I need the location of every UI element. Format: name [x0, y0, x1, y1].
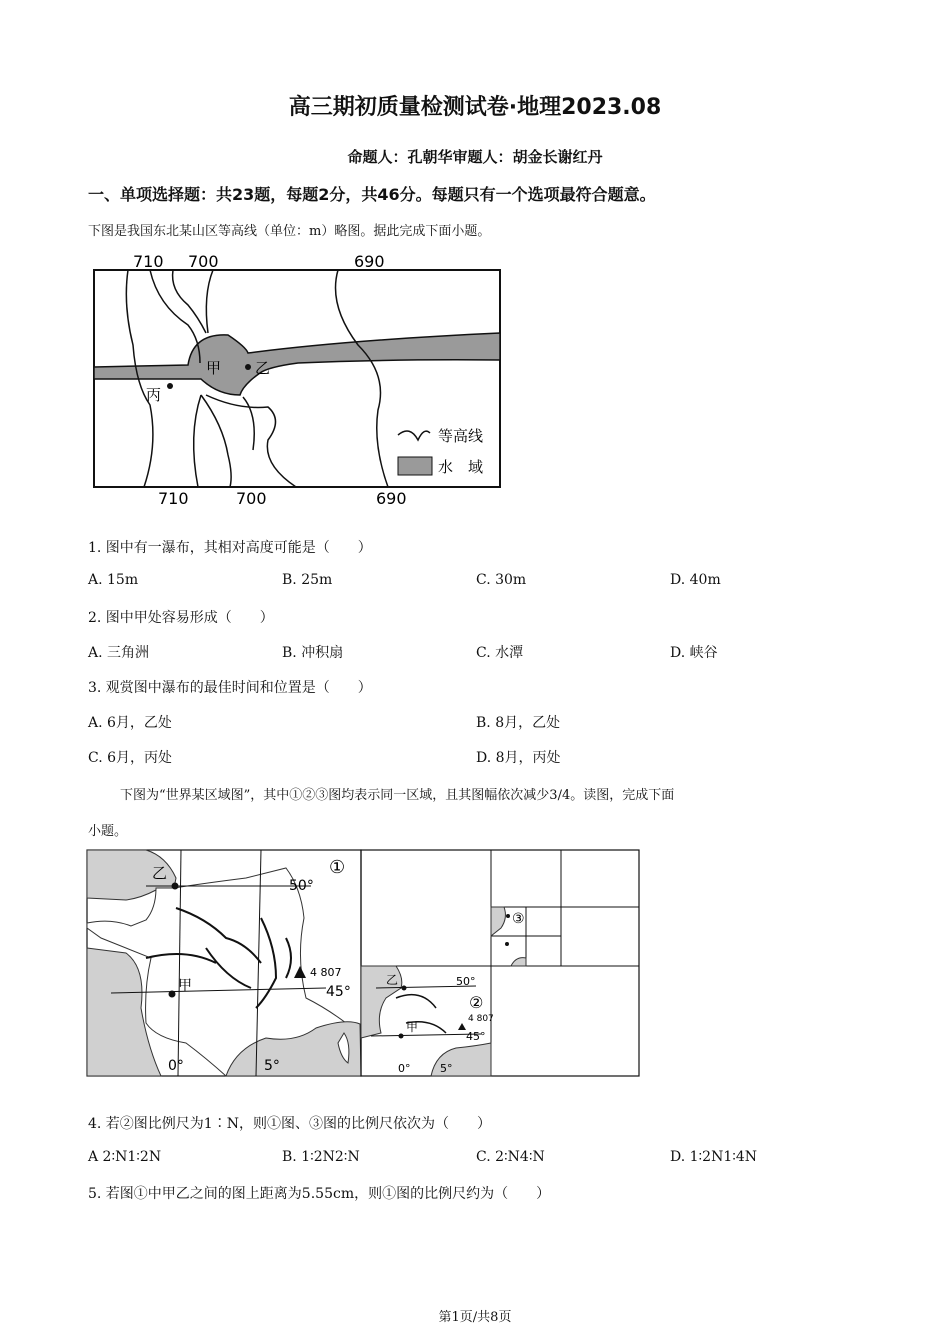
map-2-label-5: 5° — [440, 1062, 453, 1075]
map-2-label-45: 45° — [466, 1030, 486, 1043]
point-jia-1 — [169, 991, 176, 998]
map-3-atlantic — [491, 907, 505, 936]
label-top-690: 690 — [354, 252, 385, 271]
q4-option-c[interactable]: C. 2∶N4∶N — [476, 1149, 545, 1165]
map-2-label-yi: 乙 — [386, 973, 399, 987]
map-2-point-jia — [399, 1034, 404, 1039]
map-3-point-jia — [505, 942, 509, 946]
legend-contour-label: 等高线 — [438, 427, 484, 445]
label-0: 0° — [168, 1058, 184, 1074]
question-3: 3. 观赏图中瀑布的最佳时间和位置是（ ） — [88, 680, 372, 696]
page-footer: 第1页/共8页 — [438, 1310, 512, 1325]
map-2-lat-45 — [371, 1034, 481, 1036]
legend-water-symbol — [398, 457, 432, 475]
q1-option-d[interactable]: D. 40m — [670, 572, 721, 588]
q2-option-d[interactable]: D. 峡谷 — [670, 645, 718, 661]
q4-option-b[interactable]: B. 1∶2N2∶N — [282, 1149, 360, 1165]
region-map — [86, 848, 642, 1080]
intro-text-1: 下图是我国东北某山区等高线（单位：m）略图。据此完成下面小题。 — [88, 224, 491, 239]
label-jia: 甲 — [206, 359, 222, 377]
page-title: 高三期初质量检测试卷·地理2023.08 — [288, 95, 662, 120]
question-2: 2. 图中甲处容易形成（ ） — [88, 610, 274, 626]
label-bottom-700: 700 — [236, 489, 267, 508]
label-50: 50° — [289, 878, 314, 894]
map-2-label-0: 0° — [398, 1062, 411, 1075]
circle-3: ③ — [512, 911, 525, 927]
point-bing — [167, 383, 173, 389]
q3-option-a[interactable]: A. 6月，乙处 — [88, 715, 172, 731]
question-5: 5. 若图①中甲乙之间的图上距离为5.55cm，则①图的比例尺约为（ ） — [88, 1186, 551, 1202]
intro-text-2-cont: 小题。 — [88, 824, 128, 839]
q4-option-d[interactable]: D. 1∶2N1∶4N — [670, 1149, 758, 1165]
peak-label: 4 807 — [310, 966, 342, 979]
label-bing: 丙 — [146, 386, 162, 404]
q1-option-b[interactable]: B. 25m — [282, 572, 333, 588]
label-bottom-710: 710 — [158, 489, 189, 508]
circle-2: ② — [469, 993, 484, 1012]
q1-option-a[interactable]: A. 15m — [88, 572, 139, 588]
label-top-710: 710 — [133, 252, 164, 271]
map-grid-frame — [361, 850, 639, 1076]
question-4: 4. 若②图比例尺为1∶N，则①图、③图的比例尺依次为（ ） — [88, 1116, 491, 1132]
label-yi: 乙 — [255, 359, 271, 377]
q1-option-c[interactable]: C. 30m — [476, 572, 527, 588]
circle-1: ① — [329, 857, 346, 878]
map-2-peak-label: 4 807 — [468, 1014, 494, 1024]
map-3-mediterranean — [511, 958, 526, 966]
point-yi-1 — [172, 883, 179, 890]
question-1: 1. 图中有一瀑布，其相对高度可能是（ ） — [88, 540, 372, 556]
map-2-label-50: 50° — [456, 975, 476, 988]
map-2-rivers — [396, 995, 446, 1033]
map-3-point-yi — [506, 914, 510, 918]
q2-option-a[interactable]: A. 三角洲 — [88, 645, 150, 661]
label-bottom-690: 690 — [376, 489, 407, 508]
q2-option-b[interactable]: B. 冲积扇 — [282, 645, 344, 661]
q2-option-c[interactable]: C. 水潭 — [476, 645, 524, 661]
q4-option-a[interactable]: A 2∶N1∶2N — [88, 1149, 162, 1165]
q3-option-c[interactable]: C. 6月，丙处 — [88, 750, 173, 766]
label-top-700: 700 — [188, 252, 219, 271]
section-heading: 一、单项选择题：共23题，每题2分，共46分。每题只有一个选项最符合题意。 — [88, 185, 656, 204]
q3-option-b[interactable]: B. 8月，乙处 — [476, 715, 561, 731]
contour-map — [88, 245, 508, 513]
label-yi-1: 乙 — [152, 864, 168, 882]
label-5: 5° — [264, 1058, 280, 1074]
legend-water-label: 水 域 — [438, 458, 484, 476]
label-jia-1: 甲 — [178, 978, 192, 994]
q3-option-d[interactable]: D. 8月，丙处 — [476, 750, 561, 766]
map-2-label-jia: 甲 — [406, 1020, 419, 1034]
authors-line: 命题人：孔朝华审题人：胡金长谢红丹 — [347, 148, 603, 166]
intro-text-2: 下图为“世界某区域图”，其中①②③图均表示同一区域，且其图幅依次减少3/4。读图，完成下面 — [120, 788, 675, 803]
map-2-peak-icon — [458, 1023, 466, 1030]
point-yi — [245, 364, 251, 370]
label-45: 45° — [326, 984, 351, 1000]
map-2-point-yi — [402, 986, 407, 991]
